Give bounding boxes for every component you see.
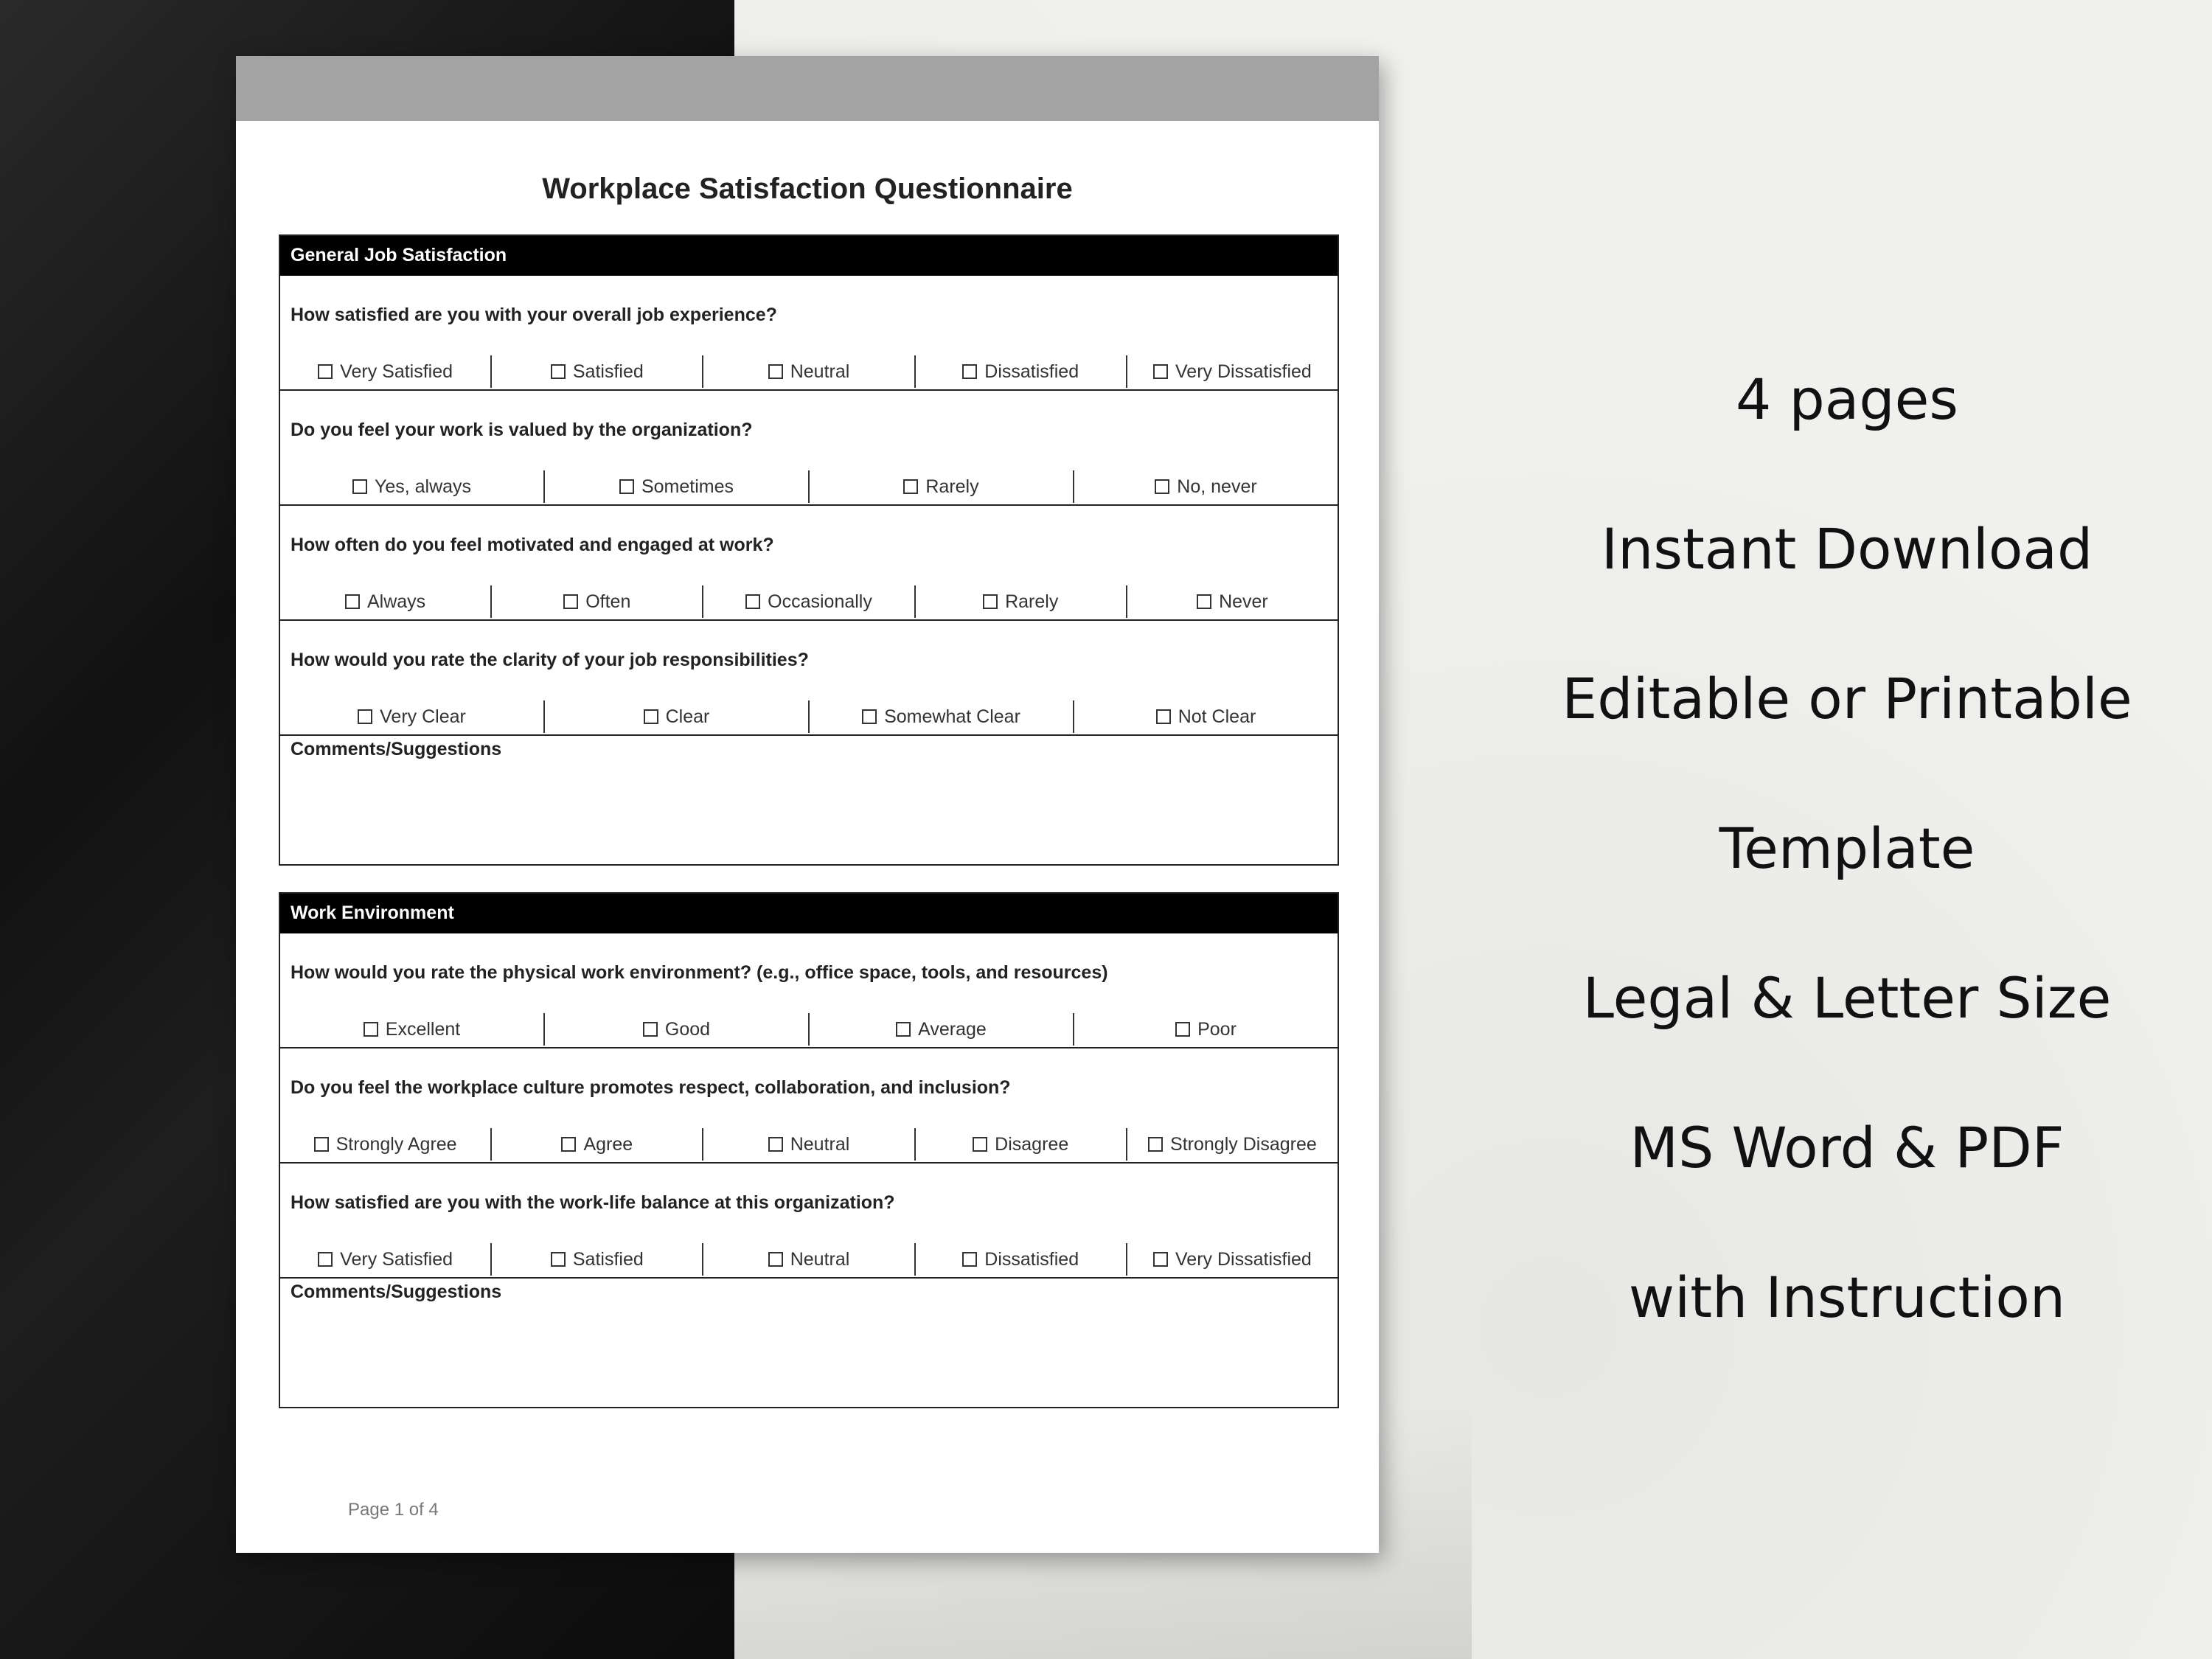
option-label: Excellent	[385, 1018, 461, 1040]
feature-item: 4 pages	[1736, 366, 1958, 432]
document-sheet	[236, 56, 1379, 1553]
option-label: Good	[664, 1018, 711, 1040]
checkbox-icon[interactable]	[551, 1252, 566, 1267]
answer-options	[280, 584, 1338, 619]
answer-option[interactable]	[1074, 1013, 1338, 1046]
answer-options	[280, 1012, 1338, 1047]
checkbox-icon[interactable]	[745, 594, 760, 609]
answer-option[interactable]	[1074, 700, 1338, 733]
option-label: Very Satisfied	[340, 1248, 453, 1270]
option-label: Yes, always	[374, 476, 472, 497]
checkbox-icon[interactable]	[903, 479, 918, 494]
option-label: Satisfied	[572, 361, 644, 382]
answer-option[interactable]	[545, 1013, 810, 1046]
checkbox-icon[interactable]	[345, 594, 360, 609]
question-row	[280, 1164, 1338, 1279]
checkbox-icon[interactable]	[768, 364, 783, 379]
answer-options	[280, 354, 1338, 389]
question-row	[280, 506, 1338, 621]
option-label: Dissatisfied	[984, 361, 1079, 382]
answer-option[interactable]	[492, 355, 703, 388]
checkbox-icon[interactable]	[352, 479, 367, 494]
checkbox-icon[interactable]	[962, 364, 977, 379]
feature-item: Editable or Printable	[1562, 666, 2132, 731]
option-label: Very Dissatisfied	[1175, 361, 1312, 382]
option-label: Poor	[1197, 1018, 1237, 1040]
answer-option[interactable]	[1127, 1243, 1338, 1276]
option-label: Always	[367, 591, 426, 612]
option-label: Very Dissatisfied	[1175, 1248, 1312, 1270]
checkbox-icon[interactable]	[962, 1252, 977, 1267]
checkbox-icon[interactable]	[314, 1137, 329, 1152]
checkbox-icon[interactable]	[768, 1137, 783, 1152]
question-text: How satisfied are you with your overall job experience?	[291, 305, 777, 325]
checkbox-icon[interactable]	[561, 1137, 576, 1152]
option-label: Occasionally	[768, 591, 872, 612]
question-text: How would you rate the clarity of your job responsibilities?	[291, 650, 809, 670]
answer-option[interactable]	[703, 1243, 915, 1276]
answer-options	[280, 699, 1338, 734]
option-label: Strongly Disagree	[1170, 1133, 1317, 1155]
checkbox-icon[interactable]	[358, 709, 372, 724]
checkbox-icon[interactable]	[983, 594, 998, 609]
checkbox-icon[interactable]	[768, 1252, 783, 1267]
question-list	[280, 276, 1338, 736]
answer-option[interactable]	[280, 470, 545, 503]
feature-item: Instant Download	[1601, 516, 2093, 582]
checkbox-icon[interactable]	[1153, 1252, 1168, 1267]
question-row	[280, 933, 1338, 1048]
answer-option[interactable]	[280, 1013, 545, 1046]
answer-option[interactable]	[1127, 1128, 1338, 1161]
checkbox-icon[interactable]	[1156, 709, 1171, 724]
option-label: Average	[918, 1018, 987, 1040]
document-title: Workplace Satisfaction Questionnaire	[542, 173, 1073, 205]
question-text: Do you feel your work is valued by the organization?	[291, 420, 753, 440]
answer-option[interactable]	[810, 700, 1074, 733]
answer-option[interactable]	[280, 1128, 492, 1161]
answer-option[interactable]	[703, 355, 915, 388]
answer-option[interactable]	[1127, 585, 1338, 618]
feature-item: MS Word & PDF	[1630, 1115, 2065, 1180]
checkbox-icon[interactable]	[619, 479, 634, 494]
sheet-header-bar	[236, 56, 1379, 121]
question-text: How would you rate the physical work environment? (e.g., office space, tools, and resources)	[291, 962, 1108, 983]
answer-option[interactable]	[916, 355, 1127, 388]
answer-option[interactable]	[703, 1128, 915, 1161]
answer-option[interactable]	[492, 585, 703, 618]
question-text: How often do you feel motivated and engaged at work?	[291, 535, 774, 555]
option-label: Very Clear	[380, 706, 466, 727]
option-label: Sometimes	[641, 476, 734, 497]
checkbox-icon[interactable]	[643, 1022, 658, 1037]
option-label: Neutral	[790, 361, 850, 382]
feature-item: with Instruction	[1628, 1265, 2066, 1330]
option-label: Agree	[583, 1133, 633, 1155]
answer-options	[280, 1127, 1338, 1162]
answer-option[interactable]	[1127, 355, 1338, 388]
option-label: Somewhat Clear	[884, 706, 1020, 727]
answer-option[interactable]	[916, 585, 1127, 618]
answer-option[interactable]	[280, 355, 492, 388]
answer-option[interactable]	[1074, 470, 1338, 503]
answer-option[interactable]	[492, 1243, 703, 1276]
question-row	[280, 391, 1338, 506]
option-label: Dissatisfied	[984, 1248, 1079, 1270]
question-row	[280, 1048, 1338, 1164]
checkbox-icon[interactable]	[318, 364, 333, 379]
feature-item: Legal & Letter Size	[1582, 965, 2112, 1031]
question-text: Do you feel the workplace culture promotes respect, collaboration, and inclusion?	[291, 1077, 1011, 1098]
checkbox-icon[interactable]	[551, 364, 566, 379]
feature-list	[1475, 324, 2212, 1372]
answer-option[interactable]	[916, 1128, 1127, 1161]
option-label: Strongly Agree	[335, 1133, 457, 1155]
question-list	[280, 933, 1338, 1279]
option-label: Neutral	[790, 1248, 850, 1270]
checkbox-icon[interactable]	[896, 1022, 911, 1037]
answer-options	[280, 1242, 1338, 1277]
checkbox-icon[interactable]	[1155, 479, 1169, 494]
checkbox-icon[interactable]	[364, 1022, 378, 1037]
comments-label[interactable]: Comments/Suggestions	[291, 739, 502, 759]
option-label: Rarely	[925, 476, 979, 497]
question-row	[280, 276, 1338, 391]
option-label: Very Satisfied	[340, 361, 453, 382]
checkbox-icon[interactable]	[644, 709, 658, 724]
answer-option[interactable]	[280, 1243, 492, 1276]
option-label: Clear	[665, 706, 710, 727]
answer-option[interactable]	[810, 470, 1074, 503]
checkbox-icon[interactable]	[318, 1252, 333, 1267]
answer-option[interactable]	[492, 1128, 703, 1161]
answer-option[interactable]	[280, 700, 545, 733]
option-label: Neutral	[790, 1133, 850, 1155]
option-label: Rarely	[1005, 591, 1059, 612]
question-text: How satisfied are you with the work-life balance at this organization?	[291, 1192, 895, 1213]
option-label: Never	[1219, 591, 1268, 612]
question-row	[280, 621, 1338, 736]
checkbox-icon[interactable]	[862, 709, 877, 724]
option-label: Disagree	[995, 1133, 1069, 1155]
option-label: Often	[585, 591, 631, 612]
answer-option[interactable]	[280, 585, 492, 618]
checkbox-icon[interactable]	[563, 594, 578, 609]
section-work-environment	[279, 892, 1339, 1408]
answer-option[interactable]	[545, 700, 810, 733]
checkbox-icon[interactable]	[1175, 1022, 1190, 1037]
section-general-job-satisfaction	[279, 234, 1339, 866]
checkbox-icon[interactable]	[1153, 364, 1168, 379]
option-label: Not Clear	[1178, 706, 1256, 727]
option-label: Satisfied	[572, 1248, 644, 1270]
checkbox-icon[interactable]	[1197, 594, 1211, 609]
answer-option[interactable]	[545, 470, 810, 503]
option-label: No, never	[1177, 476, 1257, 497]
checkbox-icon[interactable]	[1148, 1137, 1163, 1152]
feature-item: Template	[1719, 815, 1975, 881]
answer-option[interactable]	[810, 1013, 1074, 1046]
answer-option[interactable]	[916, 1243, 1127, 1276]
section-heading: Work Environment	[280, 894, 1338, 933]
answer-option[interactable]	[703, 585, 915, 618]
comments-label[interactable]: Comments/Suggestions	[291, 1281, 502, 1302]
page-number: Page 1 of 4	[348, 1500, 439, 1520]
answer-options	[280, 469, 1338, 504]
section-heading: General Job Satisfaction	[280, 236, 1338, 276]
checkbox-icon[interactable]	[973, 1137, 987, 1152]
